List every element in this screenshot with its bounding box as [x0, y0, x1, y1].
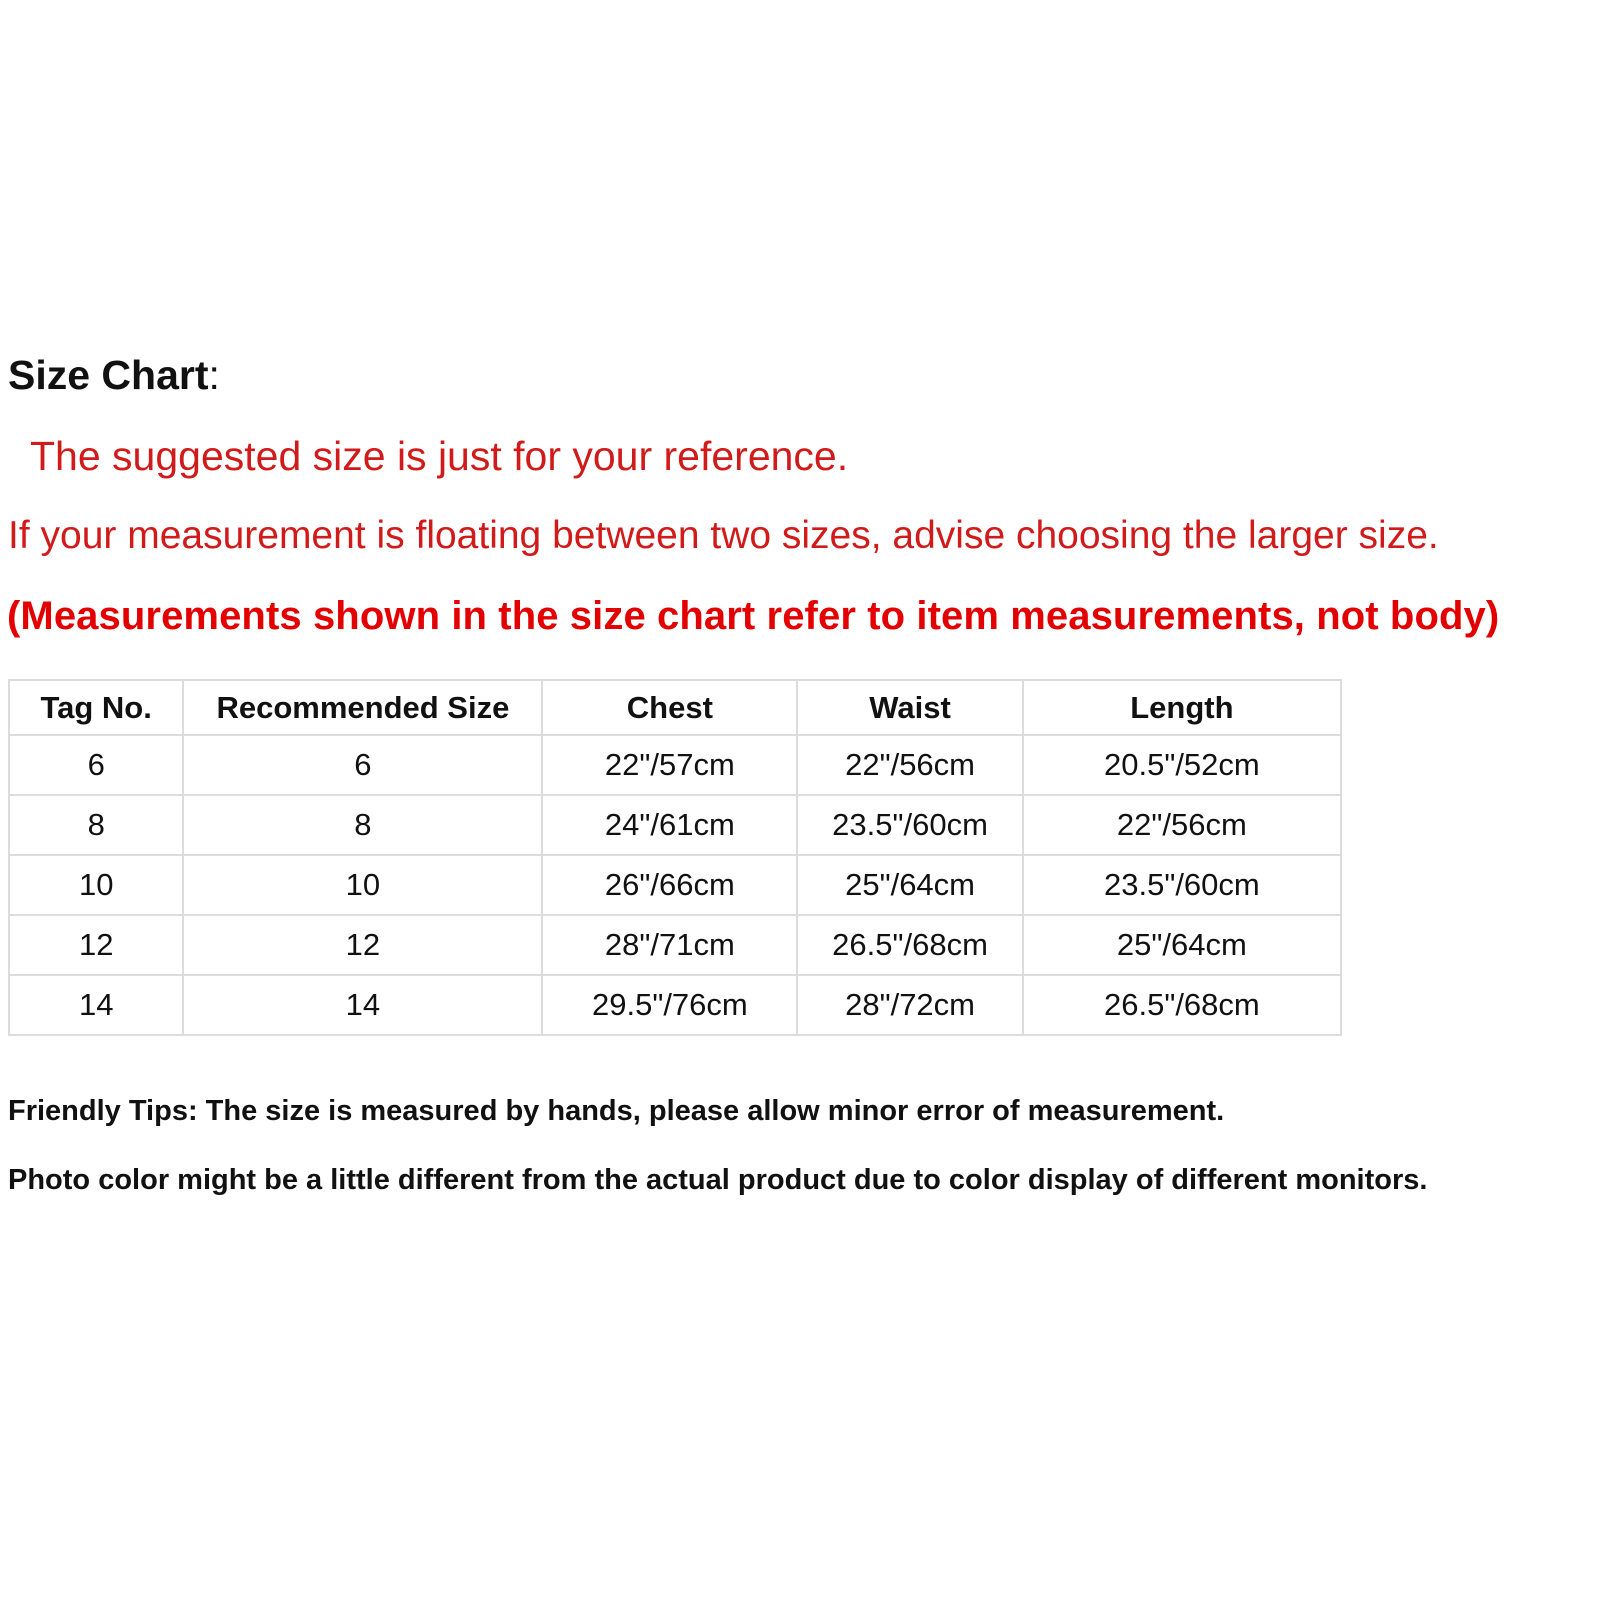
- cell-chest: 24"/61cm: [542, 795, 797, 855]
- cell-waist: 23.5"/60cm: [797, 795, 1022, 855]
- cell-waist: 26.5"/68cm: [797, 915, 1022, 975]
- cell-length: 20.5"/52cm: [1023, 735, 1341, 795]
- table-row: [9, 855, 1341, 915]
- measurement-note: (Measurements shown in the size chart refer to item measurements, not body): [7, 594, 1500, 638]
- cell-tag-no: 6: [9, 735, 183, 795]
- table-header-row: [9, 680, 1341, 735]
- photo-color-tip: Photo color might be a little different from the actual product due to color display of different monitors.: [8, 1164, 1428, 1196]
- size-chart-title-text: Size Chart: [8, 352, 209, 398]
- table-row: [9, 795, 1341, 855]
- header-chest: Chest: [542, 680, 797, 735]
- cell-length: 25"/64cm: [1023, 915, 1341, 975]
- header-waist: Waist: [797, 680, 1022, 735]
- cell-recommended-size: 6: [183, 735, 542, 795]
- cell-length: 22"/56cm: [1023, 795, 1341, 855]
- reference-note: The suggested size is just for your reference.: [30, 433, 849, 479]
- cell-recommended-size: 8: [183, 795, 542, 855]
- cell-waist: 28"/72cm: [797, 975, 1022, 1035]
- cell-tag-no: 14: [9, 975, 183, 1035]
- cell-recommended-size: 14: [183, 975, 542, 1035]
- cell-chest: 26"/66cm: [542, 855, 797, 915]
- cell-tag-no: 12: [9, 915, 183, 975]
- cell-tag-no: 8: [9, 795, 183, 855]
- size-chart-title-colon: :: [208, 352, 220, 398]
- cell-tag-no: 10: [9, 855, 183, 915]
- table-row: [9, 735, 1341, 795]
- table-row: [9, 915, 1341, 975]
- friendly-tip: Friendly Tips: The size is measured by hands, please allow minor error of measurement.: [8, 1095, 1225, 1127]
- cell-length: 26.5"/68cm: [1023, 975, 1341, 1035]
- header-tag-no: Tag No.: [9, 680, 183, 735]
- cell-chest: 22"/57cm: [542, 735, 797, 795]
- cell-recommended-size: 10: [183, 855, 542, 915]
- header-recommended-size: Recommended Size: [183, 680, 542, 735]
- cell-chest: 28"/71cm: [542, 915, 797, 975]
- size-chart-title: [8, 352, 220, 398]
- table-row: [9, 975, 1341, 1035]
- cell-chest: 29.5"/76cm: [542, 975, 797, 1035]
- cell-waist: 22"/56cm: [797, 735, 1022, 795]
- cell-waist: 25"/64cm: [797, 855, 1022, 915]
- size-table: [8, 679, 1342, 1036]
- cell-length: 23.5"/60cm: [1023, 855, 1341, 915]
- floating-size-note: If your measurement is floating between two sizes, advise choosing the larger size.: [8, 514, 1439, 557]
- header-length: Length: [1023, 680, 1341, 735]
- cell-recommended-size: 12: [183, 915, 542, 975]
